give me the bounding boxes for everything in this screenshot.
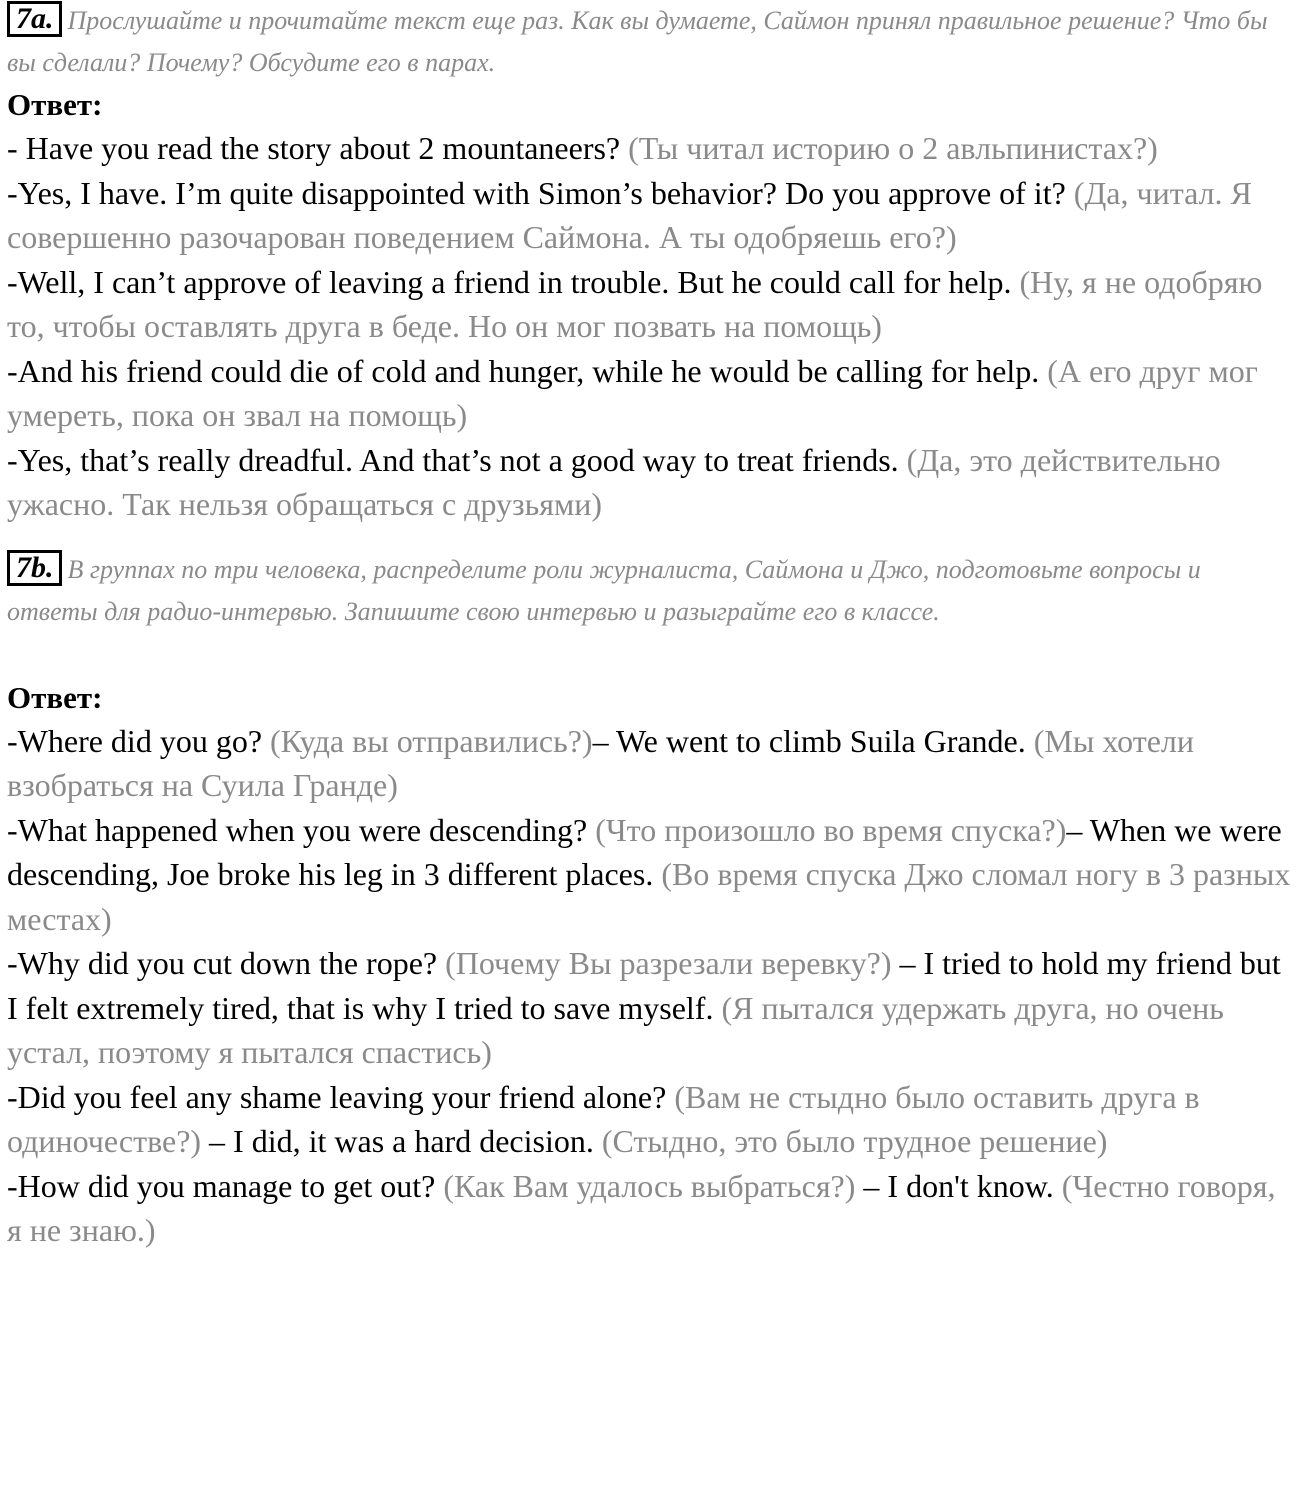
answer-translation: (Стыдно, это было трудное решение)	[601, 1123, 1108, 1159]
answer-text: – We went to climb Suila Grande.	[592, 722, 1034, 759]
interview-line	[7, 1075, 1297, 1164]
dialogue-7a	[7, 126, 1297, 527]
english-text: -Yes, that’s really dreadful. And that’s not a good way to treat friends.	[7, 441, 907, 478]
dialogue-line	[7, 349, 1297, 438]
english-text: -Yes, I have. I’m quite disappointed with Simon’s behavior? Do you approve of it?	[7, 174, 1074, 211]
question-translation: (Вам не стыдно было оставить друга в одиночестве?)	[7, 1078, 1200, 1159]
question-translation: (Почему Вы разрезали веревку?)	[445, 945, 892, 981]
answer-translation: (Честно говоря, я не знаю.)	[7, 1167, 1276, 1248]
answer-text: – I tried to hold my friend but I felt extremely tired, that is why I tried to save myself.	[7, 945, 1281, 1026]
english-text: -Well, I can’t approve of leaving a friend in trouble. But he could call for help.	[7, 263, 1020, 300]
question-text: -Where did you go?	[7, 722, 271, 759]
russian-translation: (Да, это действительно ужасно. Так нельзя обращаться с друзьями)	[7, 441, 1221, 522]
russian-translation: (А его друг мог умереть, пока он звал на помощь)	[7, 352, 1258, 433]
interview-7b	[7, 719, 1297, 1253]
dialogue-line	[7, 260, 1297, 349]
task-7b-instruction: В группах по три человека, распределите роли журналиста, Саймона и Джо, подготовьте вопросы и ответы для радио-интервью. Запишите свою интервью и разыграйте его в классе.	[7, 554, 1201, 626]
answer-translation: (Мы хотели взобраться на Суила Гранде)	[7, 722, 1194, 803]
question-text: -Did you feel any shame leaving your friend alone?	[7, 1078, 675, 1115]
dialogue-line	[7, 438, 1297, 527]
section-spacer	[7, 527, 1297, 549]
task-7a-number: 7a.	[7, 1, 62, 37]
question-text: -Why did you cut down the rope?	[7, 945, 446, 981]
section-spacer	[7, 633, 1297, 677]
dialogue-line	[7, 171, 1297, 260]
english-text: -And his friend could die of cold and hunger, while he would be calling for help.	[7, 352, 1048, 389]
question-translation: (Куда вы отправились?)	[270, 722, 593, 759]
answer-translation: (Во время спуска Джо сломал ногу в 3 разных местах)	[7, 856, 1291, 937]
question-text: -How did you manage to get out?	[7, 1167, 444, 1204]
task-7a	[7, 0, 1297, 84]
task-7b	[7, 549, 1297, 633]
answer-text: – I did, it was a hard decision.	[201, 1123, 602, 1159]
answer-label-7a: Ответ:	[7, 87, 103, 122]
answer-text: – I don't know.	[855, 1167, 1062, 1204]
task-7b-number: 7b.	[7, 550, 62, 586]
question-translation: (Что произошло во время спуска?)	[595, 811, 1067, 848]
answer-label-7b: Ответ:	[7, 679, 103, 715]
interview-line	[7, 719, 1297, 808]
answer-text: – When we were descending, Joe broke his leg in 3 different places.	[7, 811, 1282, 892]
question-translation: (Как Вам удалось выбраться?)	[443, 1167, 856, 1204]
russian-translation: (Да, читал. Я совершенно разочарован поведением Саймона. А ты одобряешь его?)	[7, 174, 1252, 255]
dialogue-line	[7, 126, 1297, 171]
question-text: -What happened when you were descending?	[7, 811, 596, 848]
russian-translation: (Ну, я не одобряю то, чтобы оставлять друга в беде. Но он мог позвать на помощь)	[7, 263, 1263, 344]
answer-translation: (Я пытался удержать друга, но очень устал, поэтому я пытался спастись)	[7, 989, 1224, 1070]
interview-line	[7, 1164, 1297, 1253]
russian-translation: (Ты читал историю о 2 авльпинистах?)	[628, 130, 1158, 166]
english-text: - Have you read the story about 2 mountaneers?	[7, 130, 629, 166]
document-page	[7, 0, 1297, 1253]
interview-line	[7, 808, 1297, 942]
task-7a-instruction: Прослушайте и прочитайте текст еще раз. Как вы думаете, Саймон принял правильное решение? Что бы вы сделали? Почему? Обсудите его в парах.	[7, 6, 1268, 77]
interview-line	[7, 941, 1297, 1075]
